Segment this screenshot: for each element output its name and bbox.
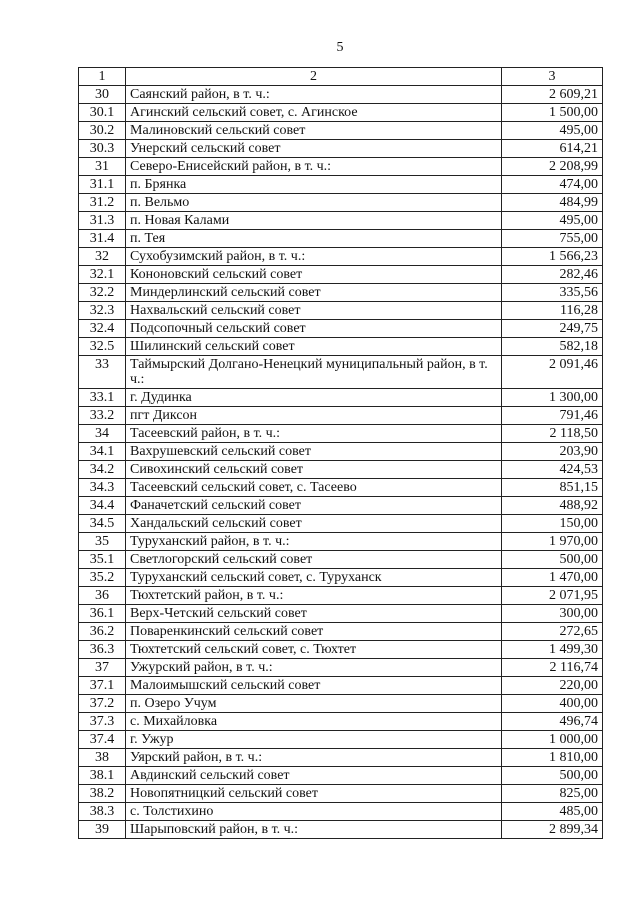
row-number: 31.2 [79,194,126,212]
row-name: Малиновский сельский совет [126,122,502,140]
table-row [79,515,603,533]
row-value: 272,65 [502,623,603,641]
row-value: 220,00 [502,677,603,695]
row-number: 34.4 [79,497,126,515]
row-value: 300,00 [502,605,603,623]
row-number: 37.1 [79,677,126,695]
row-name: п. Брянка [126,176,502,194]
table-row [79,641,603,659]
table-row [79,479,603,497]
row-name: с. Толстихино [126,803,502,821]
row-name: Светлогорский сельский совет [126,551,502,569]
table-row [79,230,603,248]
row-name: п. Новая Калами [126,212,502,230]
data-table [78,67,603,839]
row-number: 34.3 [79,479,126,497]
row-value: 485,00 [502,803,603,821]
row-name: Авдинский сельский совет [126,767,502,785]
row-number: 32.4 [79,320,126,338]
column-header-1: 1 [79,68,126,86]
row-value: 2 899,34 [502,821,603,839]
table-row [79,320,603,338]
row-value: 825,00 [502,785,603,803]
row-value: 1 000,00 [502,731,603,749]
row-name: г. Ужур [126,731,502,749]
table-row [79,821,603,839]
row-number: 39 [79,821,126,839]
row-name: Ужурский район, в т. ч.: [126,659,502,677]
table-row [79,569,603,587]
row-value: 1 970,00 [502,533,603,551]
row-value: 1 470,00 [502,569,603,587]
row-number: 36.2 [79,623,126,641]
row-name: Тасеевский сельский совет, с. Тасеево [126,479,502,497]
row-value: 2 118,50 [502,425,603,443]
row-value: 116,28 [502,302,603,320]
row-value: 496,74 [502,713,603,731]
table-row [79,158,603,176]
table-row [79,785,603,803]
row-name: п. Озеро Учум [126,695,502,713]
row-value: 1 300,00 [502,389,603,407]
table-row [79,176,603,194]
row-value: 614,21 [502,140,603,158]
table-row [79,140,603,158]
table-row [79,623,603,641]
row-number: 32.2 [79,284,126,302]
row-value: 495,00 [502,122,603,140]
table-row [79,713,603,731]
table-row [79,389,603,407]
row-number: 35.2 [79,569,126,587]
row-number: 36 [79,587,126,605]
row-number: 32.5 [79,338,126,356]
row-name: п. Тея [126,230,502,248]
row-value: 203,90 [502,443,603,461]
table-row [79,338,603,356]
row-value: 851,15 [502,479,603,497]
row-name: Шарыповский район, в т. ч.: [126,821,502,839]
row-number: 38.1 [79,767,126,785]
row-value: 2 071,95 [502,587,603,605]
row-number: 33.2 [79,407,126,425]
column-header-2: 2 [126,68,502,86]
row-name: с. Михайловка [126,713,502,731]
table-row [79,551,603,569]
row-name: Тюхтетский сельский совет, с. Тюхтет [126,641,502,659]
row-name: Поваренкинский сельский совет [126,623,502,641]
row-value: 484,99 [502,194,603,212]
row-name: Саянский район, в т. ч.: [126,86,502,104]
row-name: Подсопочный сельский совет [126,320,502,338]
row-number: 31.3 [79,212,126,230]
row-value: 755,00 [502,230,603,248]
row-name: Туруханский сельский совет, с. Туруханск [126,569,502,587]
row-value: 495,00 [502,212,603,230]
table-row [79,443,603,461]
row-value: 474,00 [502,176,603,194]
row-name: г. Дудинка [126,389,502,407]
row-number: 37.2 [79,695,126,713]
table-row [79,587,603,605]
row-value: 2 091,46 [502,356,603,389]
row-name: Кононовский сельский совет [126,266,502,284]
row-number: 35.1 [79,551,126,569]
table-body [79,86,603,839]
row-name: Агинский сельский совет, с. Агинское [126,104,502,122]
row-value: 335,56 [502,284,603,302]
row-number: 34.1 [79,443,126,461]
row-name: Сивохинский сельский совет [126,461,502,479]
row-name: Миндерлинский сельский совет [126,284,502,302]
row-value: 1 566,23 [502,248,603,266]
row-number: 31.1 [79,176,126,194]
row-name: Новопятницкий сельский совет [126,785,502,803]
row-number: 33.1 [79,389,126,407]
row-number: 37 [79,659,126,677]
row-value: 424,53 [502,461,603,479]
row-name: Уярский район, в т. ч.: [126,749,502,767]
row-name: Нахвальский сельский совет [126,302,502,320]
table-row [79,104,603,122]
row-number: 30 [79,86,126,104]
row-number: 34.2 [79,461,126,479]
row-value: 1 810,00 [502,749,603,767]
row-number: 32 [79,248,126,266]
table-row [79,695,603,713]
row-name: Тюхтетский район, в т. ч.: [126,587,502,605]
row-name: Тасеевский район, в т. ч.: [126,425,502,443]
table-row [79,803,603,821]
row-number: 31 [79,158,126,176]
row-number: 32.3 [79,302,126,320]
row-number: 35 [79,533,126,551]
table-row [79,497,603,515]
row-value: 249,75 [502,320,603,338]
table-row [79,122,603,140]
table-row [79,461,603,479]
table-row [79,605,603,623]
row-name: Малоимышский сельский совет [126,677,502,695]
row-name: Фаначетский сельский совет [126,497,502,515]
row-value: 791,46 [502,407,603,425]
row-number: 38 [79,749,126,767]
row-number: 38.2 [79,785,126,803]
table-row [79,731,603,749]
row-number: 32.1 [79,266,126,284]
row-name: Северо-Енисейский район, в т. ч.: [126,158,502,176]
table-row [79,356,603,389]
table-row [79,248,603,266]
row-number: 30.3 [79,140,126,158]
table-row [79,407,603,425]
table-row [79,266,603,284]
table-row [79,302,603,320]
row-name: Унерский сельский совет [126,140,502,158]
row-value: 282,46 [502,266,603,284]
row-name: Туруханский район, в т. ч.: [126,533,502,551]
row-name: Хандальский сельский совет [126,515,502,533]
table-row [79,86,603,104]
row-number: 37.4 [79,731,126,749]
table-row [79,212,603,230]
table-row [79,425,603,443]
row-name: Таймырский Долгано-Ненецкий муниципальный район, в т. ч.: [126,356,502,389]
row-value: 400,00 [502,695,603,713]
row-name: Сухобузимский район, в т. ч.: [126,248,502,266]
table-row [79,194,603,212]
row-number: 36.1 [79,605,126,623]
row-value: 2 609,21 [502,86,603,104]
row-number: 38.3 [79,803,126,821]
table-header-row [79,68,603,86]
row-number: 31.4 [79,230,126,248]
table-row [79,659,603,677]
row-number: 36.3 [79,641,126,659]
row-number: 34.5 [79,515,126,533]
row-value: 1 499,30 [502,641,603,659]
row-number: 33 [79,356,126,389]
row-name: п. Вельмо [126,194,502,212]
row-value: 2 116,74 [502,659,603,677]
row-value: 150,00 [502,515,603,533]
table-row [79,677,603,695]
row-value: 500,00 [502,551,603,569]
table-row [79,284,603,302]
row-name: Верх-Четский сельский совет [126,605,502,623]
column-header-3: 3 [502,68,603,86]
table-row [79,533,603,551]
row-value: 500,00 [502,767,603,785]
row-value: 488,92 [502,497,603,515]
row-name: Вахрушевский сельский совет [126,443,502,461]
row-number: 37.3 [79,713,126,731]
row-value: 2 208,99 [502,158,603,176]
row-number: 34 [79,425,126,443]
row-name: Шилинский сельский совет [126,338,502,356]
row-name: пгт Диксон [126,407,502,425]
row-number: 30.1 [79,104,126,122]
page-number: 5 [336,40,344,55]
table-row [79,767,603,785]
row-value: 582,18 [502,338,603,356]
row-number: 30.2 [79,122,126,140]
table-row [79,749,603,767]
row-value: 1 500,00 [502,104,603,122]
